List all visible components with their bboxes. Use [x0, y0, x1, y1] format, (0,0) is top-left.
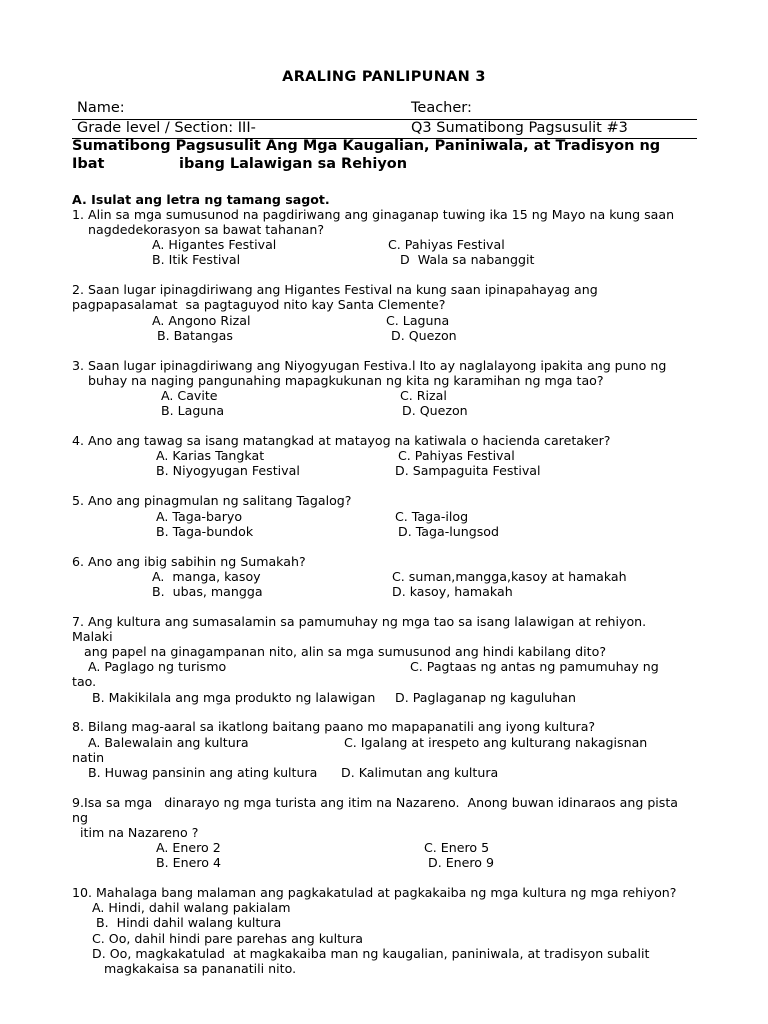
choice-5d: D. Taga-lungsod — [398, 524, 500, 539]
choice-9a: A. Enero 2 — [156, 840, 221, 855]
instruction: A. Isulat ang letra ng tamang sagot. — [72, 192, 330, 207]
teacher-label: Teacher: — [411, 100, 472, 116]
question-7-line-2: Malaki — [72, 629, 113, 644]
choice-6c: C. suman,mangga,kasoy at hamakah — [392, 569, 627, 584]
question-4-line-1: 4. Ano ang tawag sa isang matangkad at matayog na katiwala o hacienda caretaker? — [72, 433, 611, 448]
subtitle-line-1: Sumatibong Pagsusulit Ang Mga Kaugalian, Paniniwala, at Tradisyon ng — [72, 138, 661, 154]
choice-5c: C. Taga-ilog — [395, 509, 469, 524]
choice-7b: B. Makikilala ang mga produkto ng lalawigan — [92, 690, 376, 705]
subtitle-line-2a: Ibat — [72, 156, 105, 172]
choice-6b: B. ubas, mangga — [152, 584, 263, 599]
choice-10b: B. Hindi dahil walang kultura — [96, 915, 282, 930]
choice-7c-wrap: tao. — [72, 674, 97, 689]
question-3-line-1: 3. Saan lugar ipinagdiriwang ang Niyogyugan Festiva.l Ito ay naglalayong ipakita ang puno ng — [72, 358, 667, 373]
choice-8d: D. Kalimutan ang kultura — [341, 765, 499, 780]
question-9-line-1: 9.Isa sa mga dinarayo ng mga turista ang itim na Nazareno. Anong buwan idinaraos ang pista — [72, 795, 679, 810]
question-2-line-2: pagpapasalamat sa pagtaguyod nito kay Santa Clemente? — [72, 297, 446, 312]
choice-7d: D. Paglaganap ng kaguluhan — [395, 690, 576, 705]
choice-4c: C. Pahiyas Festival — [398, 448, 515, 463]
choice-2b: B. Batangas — [157, 328, 233, 343]
choice-2a: A. Angono Rizal — [152, 313, 251, 328]
choice-1c: C. Pahiyas Festival — [388, 237, 505, 252]
question-3-line-2: buhay na naging pangunahing mapagkukunan ng kita ng karamihan ng mga tao? — [72, 373, 604, 388]
question-6-line-1: 6. Ano ang ibig sabihin ng Sumakah? — [72, 554, 306, 569]
choice-8c-wrap: natin — [72, 750, 105, 765]
choice-1b: B. Itik Festival — [152, 252, 241, 267]
choice-3c: C. Rizal — [400, 388, 447, 403]
question-1-line-1: 1. Alin sa mga sumusunod na pagdiriwang ang ginaganap tuwing ika 15 ng Mayo na kung saan — [72, 207, 675, 222]
test-number-label: Q3 Sumatibong Pagsusulit #3 — [411, 120, 628, 136]
choice-3a: A. Cavite — [161, 388, 218, 403]
choice-3d: D. Quezon — [402, 403, 468, 418]
question-2-line-1: 2. Saan lugar ipinagdiriwang ang Higantes Festival na kung saan ipinapahayag ang — [72, 282, 598, 297]
grade-section-label: Grade level / Section: III- — [77, 120, 256, 136]
choice-9d: D. Enero 9 — [428, 855, 495, 870]
choice-10d: D. Oo, magkakatulad at magkakaiba man ng kaugalian, paniniwala, at tradisyon subalit — [92, 946, 650, 961]
choice-8a: A. Balewalain ang kultura — [88, 735, 249, 750]
question-8-line-1: 8. Bilang mag-aaral sa ikatlong baitang paano mo mapapanatili ang iyong kultura? — [72, 719, 596, 734]
question-1-line-2: nagdedekorasyon sa bawat tahanan? — [72, 222, 325, 237]
choice-4d: D. Sampaguita Festival — [395, 463, 541, 478]
choice-8b: B. Huwag pansinin ang ating kultura — [88, 765, 318, 780]
choice-5b: B. Taga-bundok — [156, 524, 254, 539]
subtitle-line-2b: ibang Lalawigan sa Rehiyon — [179, 156, 408, 172]
choice-10d-wrap: magkakaisa sa pananatili nito. — [104, 961, 297, 976]
question-7-line-1: 7. Ang kultura ang sumasalamin sa pamumuhay ng mga tao sa isang lalawigan at rehiyon. — [72, 614, 647, 629]
question-9-line-3: itim na Nazareno ? — [72, 825, 199, 840]
choice-9b: B. Enero 4 — [156, 855, 221, 870]
choice-4b: B. Niyogyugan Festival — [156, 463, 300, 478]
choice-2d: D. Quezon — [391, 328, 457, 343]
page-title: ARALING PANLIPUNAN 3 — [282, 69, 486, 85]
choice-2c: C. Laguna — [386, 313, 450, 328]
choice-3b: B. Laguna — [161, 403, 225, 418]
choice-9c: C. Enero 5 — [424, 840, 490, 855]
question-10-line-1: 10. Mahalaga bang malaman ang pagkakatulad at pagkakaiba ng mga kultura ng mga rehiyon? — [72, 885, 677, 900]
choice-4a: A. Karias Tangkat — [156, 448, 265, 463]
choice-10a: A. Hindi, dahil walang pakialam — [92, 900, 291, 915]
choice-10c: C. Oo, dahil hindi pare parehas ang kultura — [92, 931, 363, 946]
choice-6a: A. manga, kasoy — [152, 569, 261, 584]
question-9-line-2: ng — [72, 810, 88, 825]
choice-8c: C. Igalang at irespeto ang kulturang nakagisnan — [344, 735, 648, 750]
choice-1d: D Wala sa nabanggit — [400, 252, 535, 267]
question-7-line-3: ang papel na ginagampanan nito, alin sa mga sumusunod ang hindi kabilang dito? — [72, 644, 606, 659]
choice-5a: A. Taga-baryo — [156, 509, 243, 524]
question-5-line-1: 5. Ano ang pinagmulan ng salitang Tagalog? — [72, 493, 352, 508]
choice-1a: A. Higantes Festival — [152, 237, 277, 252]
choice-7c: C. Pagtaas ng antas ng pamumuhay ng — [410, 659, 659, 674]
name-label: Name: — [77, 100, 125, 116]
choice-6d: D. kasoy, hamakah — [392, 584, 513, 599]
choice-7a: A. Paglago ng turismo — [88, 659, 227, 674]
